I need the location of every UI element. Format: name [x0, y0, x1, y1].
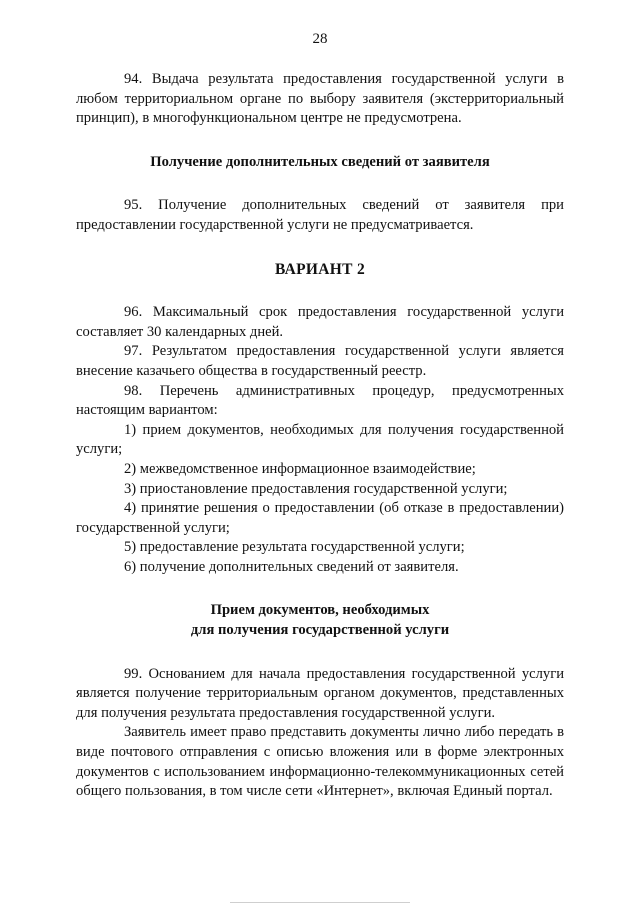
- paragraph-96: 96. Максимальный срок предоставления государственной услуги составляет 30 календарных дней.: [76, 304, 564, 340]
- procedures-list: [76, 421, 564, 578]
- paragraph-94: 94. Выдача результата предоставления государственной услуги в любом территориальном органе по выбору заявителя (экстерриториальный принцип), в многофункциональном центре не предусмотрена.: [76, 71, 564, 127]
- paragraph-95: 95. Получение дополнительных сведений от заявителя при предоставлении государственной услуги не предусматривается.: [76, 197, 564, 233]
- paragraph-99: 99. Основанием для начала предоставления государственной услуги является получение территориальным органом документов, представленных для получения результата предоставления государственной услуги.: [76, 665, 564, 721]
- list-item: 1) прием документов, необходимых для получения государственной услуги;: [76, 421, 564, 458]
- list-item: 5) предоставление результата государственной услуги;: [124, 539, 465, 556]
- paragraph-97: 97. Результатом предоставления государственной услуги является внесение казачьего общества в государственный реестр.: [76, 343, 564, 379]
- paragraph-99-continued: Заявитель имеет право представить документы лично либо передать в виде почтового отправления с описью вложения или в форме электронных документов с использованием информационно-телекоммуникационных сетей общего пользования, в том числе сети «Интернет», включая Единый портал.: [76, 724, 564, 800]
- heading-variant-2: ВАРИАНТ 2: [275, 260, 365, 278]
- document-body: [76, 70, 564, 802]
- list-item: 3) приостановление предоставления государственной услуги;: [124, 480, 508, 497]
- heading-document-reception-line1: Прием документов, необходимых: [210, 602, 430, 619]
- heading-document-reception-line2: для получения государственной услуги: [190, 622, 450, 639]
- list-item: 4) принятие решения о предоставлении (об отказе в предоставлении) государственной услуги;: [76, 500, 564, 536]
- paragraph-98: 98. Перечень административных процедур, предусмотренных настоящим вариантом:: [76, 382, 564, 419]
- heading-additional-info: Получение дополнительных сведений от заявителя: [150, 153, 490, 170]
- list-item: 2) межведомственное информационное взаимодействие;: [124, 460, 476, 477]
- list-item: 6) получение дополнительных сведений от заявителя.: [124, 558, 459, 575]
- page-number: 28: [312, 31, 328, 47]
- bottom-edge-line: [230, 902, 410, 903]
